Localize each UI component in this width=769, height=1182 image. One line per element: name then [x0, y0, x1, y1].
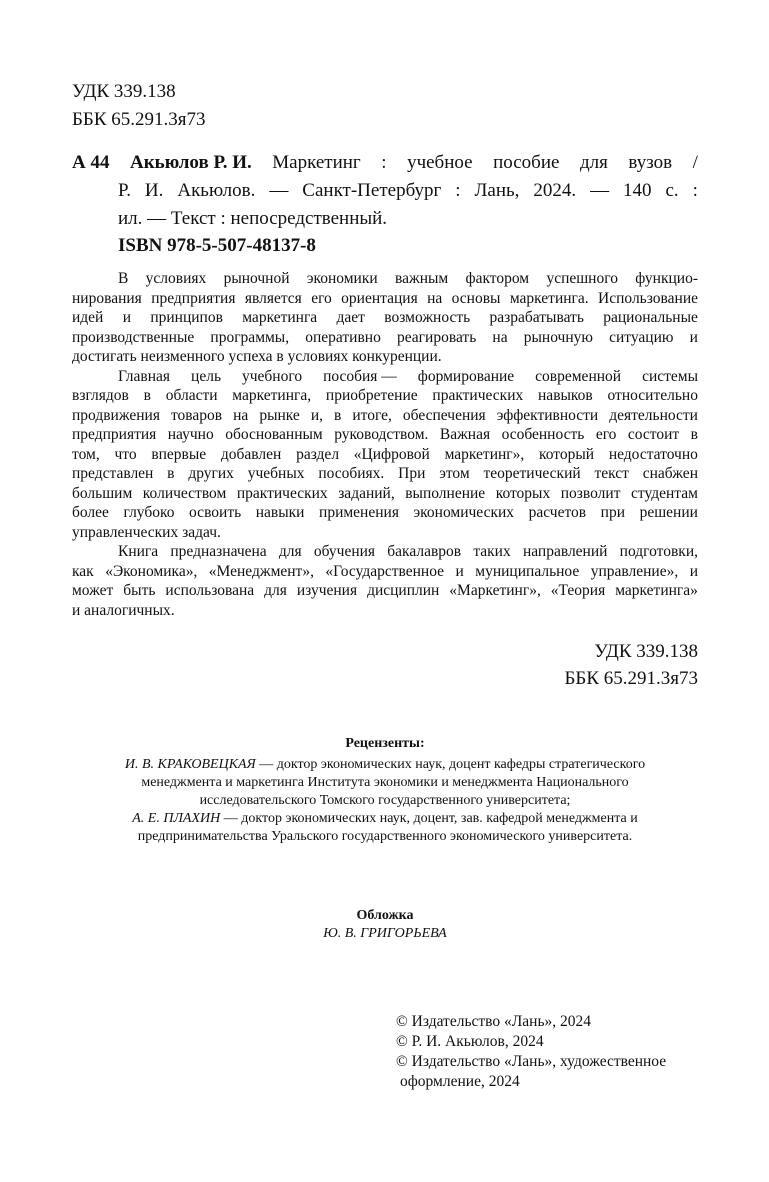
abstract-line: [72, 562, 698, 582]
word: цель: [191, 367, 222, 385]
word: руководством.: [334, 426, 429, 443]
word: пособиях.: [318, 465, 385, 482]
cover-designer: Ю. В. ГРИГОРЬЕВА: [323, 926, 447, 941]
bbk-code: ББК 65.291.3я73: [72, 109, 206, 130]
reviewer-1-line: [72, 756, 698, 774]
word: приобретение: [325, 387, 418, 404]
reviewer-1-text: — доктор экономических наук, доцент кафедры стратегического: [255, 757, 646, 772]
word: системы: [642, 367, 698, 385]
word: практических: [432, 387, 524, 404]
citation-line-3: ил. — Текст : непосредственный.: [118, 208, 388, 229]
word: что: [114, 445, 137, 463]
word: более: [72, 504, 109, 521]
citation-word: /: [692, 152, 698, 173]
author-name: Акьюлов Р. И.: [130, 152, 252, 173]
word: условиях: [145, 270, 207, 287]
word: и: [122, 309, 131, 326]
word: использована: [165, 582, 255, 599]
reviewer-1-line: исследовательского Томского государственного университета;: [199, 793, 571, 808]
word: в: [334, 406, 342, 424]
abstract-line: [72, 484, 698, 504]
word: быть: [123, 582, 156, 599]
abstract-line: [72, 445, 698, 465]
word: большим: [72, 484, 133, 502]
word: том,: [72, 445, 100, 463]
word: практических: [236, 484, 328, 502]
abstract-line: [72, 503, 698, 523]
cover-heading: Обложка: [356, 908, 414, 923]
word: нирования: [72, 289, 142, 307]
word: муниципальное: [475, 562, 580, 580]
word: раздел: [296, 445, 340, 463]
citation-word: Акьюлов.: [177, 180, 256, 201]
word: заданий,: [338, 484, 395, 502]
word: позволит: [560, 484, 621, 502]
abstract-line: [72, 386, 698, 406]
abstract-line: [72, 308, 698, 328]
word: программы,: [210, 328, 290, 346]
word: маркетинга.: [509, 289, 589, 307]
word: состоит: [627, 426, 680, 443]
citation-word: :: [381, 152, 387, 173]
udk-code: УДК 339.138: [72, 81, 176, 102]
word: в: [167, 465, 175, 482]
word: который: [539, 445, 595, 463]
word: предприятия: [72, 426, 157, 443]
citation-line-2: [72, 177, 698, 205]
word: недостаточно: [608, 445, 698, 463]
abstract-line: [72, 406, 698, 426]
word: «Теория: [550, 582, 606, 599]
word: маркетинг»,: [444, 445, 525, 463]
copyright-line: © Р. И. Акьюлов, 2024: [396, 1033, 544, 1050]
cover-credit: [72, 907, 698, 943]
reviewers-heading: Рецензенты:: [345, 736, 425, 751]
word: дает: [336, 309, 365, 326]
word: навыки: [255, 504, 305, 521]
citation-word: 140: [623, 180, 652, 201]
word: на: [427, 289, 443, 307]
word: товаров: [170, 406, 223, 424]
copyright-line: © Издательство «Лань», художественное: [396, 1053, 667, 1070]
word: относительно: [607, 387, 698, 404]
word: оперативно: [305, 328, 381, 346]
word: функцио-: [635, 270, 698, 287]
word: современной: [535, 367, 622, 385]
word: Книга: [118, 543, 159, 560]
word: этом: [439, 465, 470, 482]
word: его: [595, 426, 617, 443]
word: студентам: [631, 484, 698, 502]
abstract-line: [72, 289, 698, 309]
abstract-line: [72, 425, 698, 445]
word: учебного: [242, 367, 303, 385]
reviewer-2-text: — доктор экономических наук, доцент, зав. кафедрой менеджмента и: [220, 811, 638, 826]
word: учебных: [247, 465, 305, 482]
word: «Экономика»,: [105, 562, 198, 580]
word: итоге,: [352, 406, 392, 424]
word: «Маркетинг»,: [449, 582, 541, 599]
citation-word: Р.: [118, 180, 131, 201]
abstract-line: [72, 542, 698, 562]
word: применения: [319, 504, 399, 521]
citation-word: Санкт-Петербург: [302, 180, 442, 201]
word: впервые: [151, 445, 207, 463]
abstract-line: [72, 367, 698, 387]
word: текст: [594, 465, 629, 482]
copyright-line: оформление, 2024: [400, 1073, 520, 1090]
abstract-line: и аналогичных.: [72, 601, 175, 619]
citation-word: Маркетинг: [272, 152, 361, 173]
word: успешного: [546, 270, 618, 287]
word: При: [398, 465, 426, 482]
citation-word: пособие: [493, 152, 560, 173]
word: для: [278, 543, 302, 560]
word: выполнение: [405, 484, 486, 502]
classification-codes-top: [72, 78, 205, 134]
word: ситуацию: [609, 328, 674, 346]
bibliographic-citation: [72, 149, 698, 233]
citation-word: учебное: [407, 152, 473, 173]
word: в: [690, 426, 698, 443]
word: Главная: [118, 367, 171, 385]
abstract-line: [72, 464, 698, 484]
abstract-line: достигать неизменного успеха в условиях конкуренции.: [72, 348, 442, 365]
reviewer-2-line: предпринимательства Уральского государственного экономического университета.: [137, 829, 633, 844]
word: на: [492, 328, 508, 346]
word: эффективности: [496, 406, 599, 424]
word: обеспечения: [402, 406, 486, 424]
citation-word: И.: [144, 180, 164, 201]
word: которых: [495, 484, 551, 502]
citation-word: Лань,: [474, 180, 520, 201]
word: основы: [451, 289, 501, 307]
word: продвижения: [72, 406, 160, 424]
word: рыночную: [523, 328, 593, 346]
word: «Менеджмент»,: [208, 562, 314, 580]
word: фактором: [465, 270, 530, 287]
word: «Цифровой: [353, 445, 430, 463]
word: при: [600, 504, 626, 521]
word: формирование: [417, 367, 515, 385]
citation-word: 2024.: [533, 180, 577, 201]
word: решении: [639, 504, 698, 521]
word: ориентация: [341, 289, 418, 307]
word: может: [72, 582, 114, 599]
abstract-line: [72, 269, 698, 289]
word: количеством: [142, 484, 227, 502]
word: глубоко: [123, 504, 175, 521]
abstract-line: [72, 581, 698, 601]
bbk-code: ББК 65.291.3я73: [564, 668, 698, 689]
word: направлений: [522, 543, 608, 560]
word: рациональные: [603, 309, 698, 326]
citation-word: для: [579, 152, 608, 173]
word: маркетинга»: [615, 582, 698, 599]
word: «Государственное: [325, 562, 445, 580]
reviewers-section: [72, 735, 698, 846]
word: пособия —: [323, 367, 397, 385]
word: и: [689, 328, 698, 346]
abstract: [72, 269, 698, 620]
word: и: [455, 562, 464, 580]
word: и: [689, 562, 698, 580]
word: навыков: [538, 387, 593, 404]
word: бакалавров: [387, 543, 462, 560]
udk-code: УДК 339.138: [594, 641, 698, 662]
abstract-line: [72, 328, 698, 348]
word: таких: [473, 543, 511, 560]
word: обучения: [313, 543, 376, 560]
word: маркетинга: [242, 309, 318, 326]
word: научно: [167, 426, 214, 443]
word: экономических: [413, 504, 515, 521]
word: других: [188, 465, 234, 482]
citation-word: :: [692, 180, 698, 201]
word: для: [264, 582, 287, 599]
word: освоить: [189, 504, 242, 521]
word: снабжен: [642, 465, 698, 482]
word: области: [165, 387, 218, 404]
word: взглядов: [72, 387, 129, 404]
citation-word: —: [590, 180, 610, 201]
word: Использование: [598, 289, 698, 307]
word: представлен: [72, 465, 154, 482]
citation-word: вузов: [628, 152, 673, 173]
word: В: [118, 270, 129, 287]
word: расчетов: [528, 504, 587, 521]
word: важным: [394, 270, 449, 287]
word: возможность: [384, 309, 471, 326]
word: идей: [72, 309, 104, 326]
word: производственные: [72, 328, 195, 346]
word: на: [233, 406, 249, 424]
reviewer-1-name: И. В. КРАКОВЕЦКАЯ: [124, 757, 256, 772]
word: управление»,: [590, 562, 679, 580]
word: рынке: [259, 406, 300, 424]
copyright-line: © Издательство «Лань», 2024: [396, 1013, 592, 1030]
word: реагировать: [396, 328, 477, 346]
word: принципов: [150, 309, 223, 326]
word: теоретический: [483, 465, 581, 482]
reviewer-2-line: [72, 810, 698, 828]
word: его: [311, 289, 332, 307]
word: Важная: [439, 426, 491, 443]
reviewer-2-name: А. Е. ПЛАХИН: [132, 811, 221, 826]
word: обоснованным: [225, 426, 323, 443]
word: является: [244, 289, 302, 307]
word: дисциплин: [367, 582, 440, 599]
word: деятельности: [609, 406, 698, 424]
citation-word: :: [455, 180, 461, 201]
word: разрабатывать: [489, 309, 584, 326]
isbn: ISBN 978-5-507-48137-8: [118, 235, 316, 256]
citation-word: с.: [665, 180, 679, 201]
word: рыночной: [223, 270, 290, 287]
citation-word: —: [269, 180, 289, 201]
classification-codes-bottom: [540, 638, 698, 692]
word: экономики: [306, 270, 378, 287]
word: и,: [310, 406, 323, 424]
word: как: [72, 562, 94, 580]
word: особенность: [501, 426, 585, 443]
word: подготовки,: [619, 543, 698, 560]
word: добавлен: [220, 445, 282, 463]
author-code: А 44: [72, 152, 110, 173]
copyright-block: [396, 1012, 666, 1092]
word: изучения: [296, 582, 358, 599]
word: предприятия: [151, 289, 236, 307]
citation-line-1: [72, 149, 698, 177]
word: предназначена: [170, 543, 267, 560]
word: в: [143, 387, 151, 404]
word: маркетинга,: [232, 387, 312, 404]
abstract-line: управленческих задач.: [72, 523, 221, 541]
reviewer-1-line: менеджмента и маркетинга Института экономики и менеджмента Национального: [141, 775, 629, 790]
